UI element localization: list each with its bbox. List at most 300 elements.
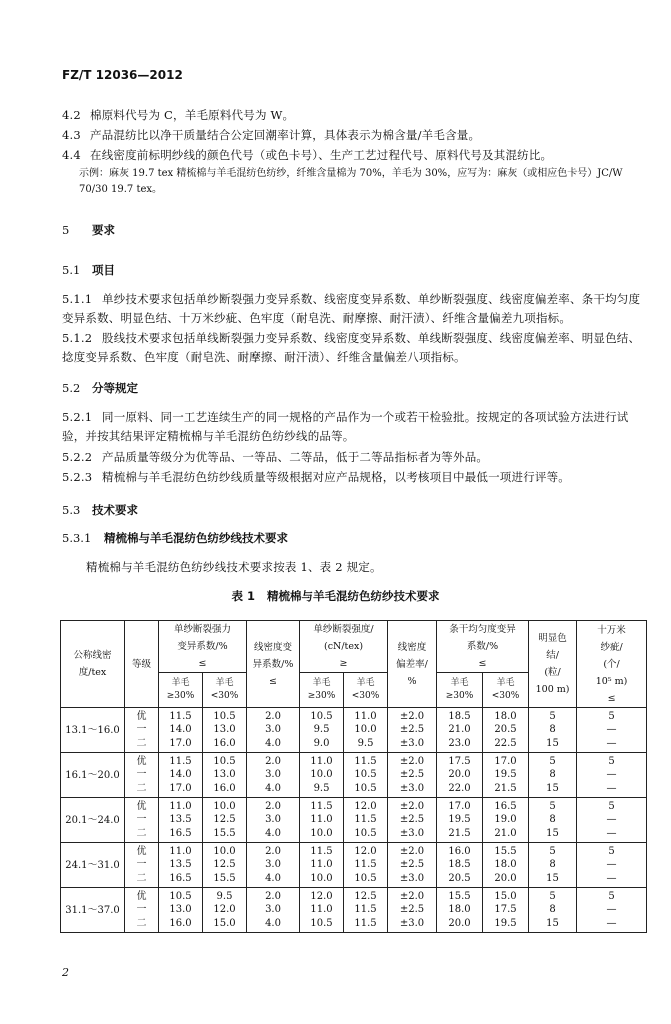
header-line: 单纱断裂强力 <box>174 624 232 635</box>
section-5-1-heading <box>62 262 115 278</box>
cell-value: 二 <box>136 827 147 839</box>
clause-number: 4.2 <box>62 108 81 122</box>
cell-value: — <box>606 782 617 794</box>
header-line: 变异系数/% <box>177 641 228 652</box>
cell-evenness-lt30 <box>483 798 529 843</box>
cell-value: 3.0 <box>265 814 281 826</box>
header-line: 100 m) <box>535 684 570 695</box>
cell-value: 9.0 <box>313 737 330 749</box>
header-strength-cv <box>159 621 247 673</box>
cell-strength-lt30 <box>203 888 247 933</box>
cell-value: 18.5 <box>448 710 471 722</box>
cell-value: 15.5 <box>213 872 236 884</box>
cell-value: — <box>606 814 617 826</box>
table-row <box>61 708 647 753</box>
cell-strength-ge30 <box>159 888 203 933</box>
header-line: (粒/ <box>544 667 561 678</box>
cell-value: 12.0 <box>354 845 377 857</box>
clause-number: 4.3 <box>62 128 81 142</box>
cell-value: 17.5 <box>494 904 517 916</box>
header-line: 十万米 <box>597 624 626 636</box>
cell-value: 15.5 <box>213 827 236 839</box>
clause-5-2-2 <box>62 448 644 467</box>
header-grade: 等级 <box>125 621 159 708</box>
cell-value: 16.0 <box>169 917 192 929</box>
cell-value: 17.0 <box>169 737 192 749</box>
cell-evenness-ge30 <box>437 843 483 888</box>
cell-value: 5 <box>549 755 556 767</box>
section-number: 5.3 <box>62 503 81 517</box>
header-density-cv <box>247 621 300 708</box>
cell-tenacity-ge30 <box>300 753 344 798</box>
cell-value: 21.5 <box>448 827 471 839</box>
linear-density-range: 31.1～37.0 <box>61 888 125 933</box>
section-5-2-heading <box>62 380 138 396</box>
cell-value: ±2.5 <box>399 814 425 826</box>
cell-value: 11.5 <box>310 800 333 812</box>
cell-value: 10.5 <box>354 827 377 839</box>
table-row <box>61 843 647 888</box>
header-line: ≤ <box>198 658 207 669</box>
cell-value: ±3.0 <box>399 782 425 794</box>
clause-text: 产品质量等级分为优等品、一等品、二等品，低于二等品指标者为等外品。 <box>102 450 489 464</box>
cell-value: ±3.0 <box>399 827 425 839</box>
cell-value: 13.5 <box>169 814 192 826</box>
cell-value: 8 <box>549 769 556 781</box>
clause-number: 4.4 <box>62 148 81 162</box>
cell-value: 21.5 <box>494 782 517 794</box>
header-wool-lt30 <box>203 673 247 708</box>
cell-value: ±2.5 <box>399 769 425 781</box>
cell-value: 5 <box>549 800 556 812</box>
header-line: 羊毛 <box>356 678 375 688</box>
cell-density-cv <box>247 843 300 888</box>
cell-value: ±2.0 <box>399 710 425 722</box>
header-faults <box>577 621 647 708</box>
cell-value: 2.0 <box>265 710 281 722</box>
cell-value: — <box>606 724 617 736</box>
cell-value: 一 <box>136 724 147 736</box>
cell-value: ±2.0 <box>399 800 425 812</box>
header-line: 异系数/% <box>252 658 294 670</box>
cell-value: 9.5 <box>357 737 374 749</box>
cell-grades <box>125 843 159 888</box>
cell-value: 9.5 <box>313 782 330 794</box>
cell-value: 16.5 <box>169 872 192 884</box>
linear-density-range: 16.1～20.0 <box>61 753 125 798</box>
cell-value: 10.5 <box>310 710 333 722</box>
cell-evenness-lt30 <box>483 888 529 933</box>
section-number: 5 <box>62 223 70 237</box>
header-line: 羊毛 <box>312 678 331 688</box>
cell-value: 20.5 <box>448 872 471 884</box>
cell-value: 10.5 <box>169 890 192 902</box>
header-line: 羊毛 <box>215 678 234 688</box>
table-row <box>61 753 647 798</box>
header-density-deviation <box>388 621 437 708</box>
cell-value: — <box>606 769 617 781</box>
section-title: 项目 <box>92 263 115 277</box>
cell-value: 12.5 <box>354 890 377 902</box>
clause-number: 5.1.1 <box>62 292 93 306</box>
cell-value: 5 <box>608 755 615 767</box>
cell-value: 5 <box>608 800 615 812</box>
cell-strength-ge30 <box>159 708 203 753</box>
cell-value: 5 <box>608 890 615 902</box>
cell-value: 4.0 <box>265 737 281 749</box>
cell-value: — <box>606 917 617 929</box>
cell-value: 11.5 <box>354 904 377 916</box>
cell-value: 二 <box>136 782 147 794</box>
cell-value: 9.5 <box>313 724 330 736</box>
header-wool-ge30 <box>159 673 203 708</box>
cell-value: 5 <box>549 890 556 902</box>
cell-value: 11.0 <box>310 904 333 916</box>
header-neps <box>529 621 577 708</box>
table-1-caption <box>0 588 671 604</box>
cell-value: 20.0 <box>448 769 471 781</box>
cell-value: 15.5 <box>448 890 471 902</box>
cell-strength-lt30 <box>203 708 247 753</box>
cell-density-dev <box>388 708 437 753</box>
cell-value: 11.0 <box>310 814 333 826</box>
cell-faults <box>577 888 647 933</box>
cell-value: 15 <box>546 872 559 884</box>
header-line: 羊毛 <box>450 678 469 688</box>
cell-faults <box>577 798 647 843</box>
table-caption-number: 表 1 <box>231 589 255 603</box>
section-number: 5.3.1 <box>62 531 92 545</box>
cell-evenness-lt30 <box>483 708 529 753</box>
cell-value: 15.0 <box>213 917 236 929</box>
cell-value: 10.5 <box>354 782 377 794</box>
cell-evenness-lt30 <box>483 753 529 798</box>
header-line: <30% <box>351 691 380 701</box>
clause-4-4 <box>62 146 644 165</box>
cell-value: 12.5 <box>213 859 236 871</box>
cell-strength-lt30 <box>203 843 247 888</box>
cell-tenacity-lt30 <box>344 888 388 933</box>
clause-5-2-1 <box>62 408 644 446</box>
header-evenness <box>437 621 529 673</box>
cell-value: 19.5 <box>494 917 517 929</box>
cell-grades <box>125 798 159 843</box>
cell-value: 19.0 <box>494 814 517 826</box>
cell-value: 5 <box>608 845 615 857</box>
cell-value: 18.0 <box>448 904 471 916</box>
cell-tenacity-ge30 <box>300 888 344 933</box>
header-tenacity <box>300 621 388 673</box>
clause-text: 精梳棉与羊毛混纺色纺纱线质量等级根据对应产品规格，以考核项目中最低一项进行评等。 <box>102 470 570 484</box>
linear-density-range: 20.1～24.0 <box>61 798 125 843</box>
cell-neps <box>529 888 577 933</box>
table-row <box>61 798 647 843</box>
cell-value: 16.0 <box>213 737 236 749</box>
cell-value: 18.0 <box>494 710 517 722</box>
cell-value: 8 <box>549 814 556 826</box>
header-line: 结/ <box>546 650 559 661</box>
cell-faults <box>577 843 647 888</box>
cell-tenacity-lt30 <box>344 798 388 843</box>
header-line: ≥30% <box>166 691 195 701</box>
cell-value: ±2.5 <box>399 859 425 871</box>
header-line: <30% <box>491 691 520 701</box>
cell-neps <box>529 708 577 753</box>
cell-tenacity-lt30 <box>344 708 388 753</box>
cell-value: 18.0 <box>494 859 517 871</box>
cell-value: 10.5 <box>213 755 236 767</box>
cell-value: 10.0 <box>213 800 236 812</box>
cell-value: 13.0 <box>169 904 192 916</box>
header-line: ≤ <box>269 675 277 687</box>
cell-evenness-ge30 <box>437 888 483 933</box>
header-wool-ge30 <box>437 673 483 708</box>
cell-faults <box>577 708 647 753</box>
cell-value: 17.0 <box>494 755 517 767</box>
cell-value: — <box>606 904 617 916</box>
cell-density-cv <box>247 798 300 843</box>
cell-density-cv <box>247 753 300 798</box>
cell-density-dev <box>388 798 437 843</box>
header-line: ≤ <box>478 658 487 669</box>
header-wool-lt30 <box>483 673 529 708</box>
clause-5-2-3 <box>62 468 644 487</box>
clause-5-3-1-text: 精梳棉与羊毛混纺色纺纱线技术要求按表 1、表 2 规定。 <box>86 560 382 574</box>
header-line: 偏差率/ <box>396 658 428 670</box>
cell-value: 12.5 <box>213 814 236 826</box>
header-line: 纱疵/ <box>600 641 623 653</box>
cell-value: 11.5 <box>354 859 377 871</box>
clause-text: 在线密度前标明纱线的颜色代号（或色卡号）、生产工艺过程代号、原料代号及其混纺比。 <box>90 148 553 162</box>
cell-value: ±3.0 <box>399 917 425 929</box>
clause-text: 股线技术要求包括单线断裂强力变异系数、线密度变异系数、单线断裂强度、线密度偏差率、明显色结、捻度变异系数、色牢度（耐皂洗、耐摩擦、耐汗渍）、纤维含量偏差八项指标。 <box>62 331 641 364</box>
cell-value: 19.5 <box>494 769 517 781</box>
cell-value: 11.5 <box>169 710 192 722</box>
cell-value: 8 <box>549 904 556 916</box>
cell-value: 优 <box>136 845 147 857</box>
header-line: 系数/% <box>466 641 499 652</box>
cell-value: ±3.0 <box>399 737 425 749</box>
linear-density-range: 24.1～31.0 <box>61 843 125 888</box>
cell-value: ±2.0 <box>399 890 425 902</box>
cell-value: 13.5 <box>169 859 192 871</box>
cell-value: 8 <box>549 724 556 736</box>
cell-value: 17.5 <box>448 755 471 767</box>
cell-value: 15 <box>546 737 559 749</box>
cell-grades <box>125 708 159 753</box>
header-line: ≤ <box>607 692 616 704</box>
clause-text: 同一原料、同一工艺连续生产的同一规格的产品作为一个或若干检验批。按规定的各项试验方法进行试验，并按其结果评定精梳棉与羊毛混纺色纺纱线的品等。 <box>62 410 629 443</box>
cell-value: 16.5 <box>494 800 517 812</box>
cell-grades <box>125 888 159 933</box>
cell-value: 20.5 <box>494 724 517 736</box>
clause-number: 5.2.3 <box>62 470 93 484</box>
cell-value: 22.5 <box>494 737 517 749</box>
cell-strength-ge30 <box>159 843 203 888</box>
cell-value: 11.5 <box>169 755 192 767</box>
section-title: 精梳棉与羊毛混纺色纺纱线技术要求 <box>104 531 288 545</box>
cell-value: 11.5 <box>354 917 377 929</box>
cell-value: 一 <box>136 859 147 871</box>
cell-value: 23.0 <box>448 737 471 749</box>
cell-value: 22.0 <box>448 782 471 794</box>
cell-value: ±2.5 <box>399 904 425 916</box>
cell-value: 二 <box>136 737 147 749</box>
cell-value: 16.5 <box>169 827 192 839</box>
cell-value: 10.5 <box>310 917 333 929</box>
cell-evenness-ge30 <box>437 798 483 843</box>
header-line: % <box>407 675 417 687</box>
cell-value: ±2.0 <box>399 755 425 767</box>
cell-value: 16.0 <box>213 782 236 794</box>
cell-value: 5 <box>549 845 556 857</box>
cell-value: — <box>606 737 617 749</box>
clause-number: 5.1.2 <box>62 331 93 345</box>
header-line: <30% <box>210 691 239 701</box>
cell-value: 11.0 <box>354 710 377 722</box>
linear-density-range: 13.1～16.0 <box>61 708 125 753</box>
header-line: ≥30% <box>307 691 336 701</box>
cell-value: 11.0 <box>310 755 333 767</box>
cell-value: 15 <box>546 827 559 839</box>
cell-value: 10.5 <box>213 710 236 722</box>
cell-value: 2.0 <box>265 890 281 902</box>
cell-value: 10.5 <box>354 872 377 884</box>
cell-value: 4.0 <box>265 827 281 839</box>
cell-value: 优 <box>136 890 147 902</box>
cell-value: 13.0 <box>213 769 236 781</box>
header-line: ≥30% <box>445 691 474 701</box>
section-5-3-1-heading <box>62 530 288 546</box>
clause-4-2 <box>62 106 644 125</box>
cell-value: 2.0 <box>265 755 281 767</box>
cell-value: 2.0 <box>265 845 281 857</box>
cell-value: 19.5 <box>448 814 471 826</box>
cell-value: — <box>606 859 617 871</box>
header-line: 线密度 <box>397 641 427 653</box>
cell-value: 14.0 <box>169 769 192 781</box>
header-line: 条干均匀度变异 <box>449 624 516 635</box>
page-number: 2 <box>62 966 69 979</box>
cell-neps <box>529 753 577 798</box>
cell-value: 二 <box>136 917 147 929</box>
cell-value: 8 <box>549 859 556 871</box>
cell-value: ±2.5 <box>399 724 425 736</box>
cell-value: 10.0 <box>310 872 333 884</box>
clause-number: 5.2.2 <box>62 450 93 464</box>
cell-density-dev <box>388 888 437 933</box>
cell-value: 3.0 <box>265 724 281 736</box>
cell-value: 17.0 <box>169 782 192 794</box>
header-line: 羊毛 <box>496 678 515 688</box>
cell-evenness-lt30 <box>483 843 529 888</box>
clause-text: 棉原料代号为 C，羊毛原料代号为 W。 <box>90 108 295 122</box>
cell-value: 2.0 <box>265 800 281 812</box>
cell-value: 15 <box>546 782 559 794</box>
cell-value: 9.5 <box>216 890 233 902</box>
cell-value: 10.0 <box>354 724 377 736</box>
header-wool-ge30 <box>300 673 344 708</box>
cell-value: 13.0 <box>213 724 236 736</box>
cell-value: 12.0 <box>354 800 377 812</box>
cell-value: 11.5 <box>354 755 377 767</box>
cell-density-cv <box>247 888 300 933</box>
example-note: 示例：麻灰 19.7 tex 精梳棉与羊毛混纺色纺纱，纤维含量棉为 70%，羊毛为 30%，应写为：麻灰（或相应色卡号）JC/W 70/30 19.7 tex。 <box>79 168 623 195</box>
cell-value: — <box>606 827 617 839</box>
section-title: 技术要求 <box>92 503 138 517</box>
cell-value: 15 <box>546 917 559 929</box>
cell-value: 11.5 <box>310 845 333 857</box>
standard-code: FZ/T 12036—2012 <box>62 68 183 82</box>
cell-density-dev <box>388 843 437 888</box>
clause-5-1-1 <box>62 290 644 328</box>
cell-strength-lt30 <box>203 753 247 798</box>
section-number: 5.2 <box>62 381 81 395</box>
header-line: 线密度变 <box>254 641 293 653</box>
cell-value: 一 <box>136 769 147 781</box>
cell-value: 11.0 <box>310 859 333 871</box>
cell-value: 11.0 <box>169 800 192 812</box>
cell-value: 10.5 <box>354 769 377 781</box>
clause-number: 5.2.1 <box>62 410 93 424</box>
table-body <box>61 708 647 933</box>
header-line: 羊毛 <box>171 678 190 688</box>
cell-value: 18.5 <box>448 859 471 871</box>
cell-value: ±2.0 <box>399 845 425 857</box>
cell-value: 4.0 <box>265 782 281 794</box>
cell-value: 优 <box>136 710 147 722</box>
cell-value: 21.0 <box>494 827 517 839</box>
table-caption-title: 精梳棉与羊毛混纺色纺纱技术要求 <box>267 589 440 603</box>
header-line: (cN/tex) <box>324 641 364 652</box>
cell-strength-ge30 <box>159 753 203 798</box>
clause-4-3 <box>62 126 644 145</box>
cell-tenacity-ge30 <box>300 708 344 753</box>
cell-density-cv <box>247 708 300 753</box>
cell-value: 优 <box>136 755 147 767</box>
cell-tenacity-lt30 <box>344 843 388 888</box>
cell-value: 4.0 <box>265 917 281 929</box>
clause-text: 产品混纺比以净干质量结合公定回潮率计算，具体表示为棉含量/羊毛含量。 <box>90 128 481 142</box>
clause-text: 单纱技术要求包括单纱断裂强力变异系数、线密度变异系数、单纱断裂强度、线密度偏差率、条干均匀度变异系数、明显色结、十万米纱疵、色牢度（耐皂洗、耐摩擦、耐汗渍）、纤维含量偏差九项指标。 <box>62 292 641 325</box>
section-title: 要求 <box>92 223 115 237</box>
cell-tenacity-ge30 <box>300 798 344 843</box>
clause-5-1-2 <box>62 329 644 367</box>
cell-value: 12.0 <box>310 890 333 902</box>
cell-value: 10.0 <box>213 845 236 857</box>
cell-value: 15.5 <box>494 845 517 857</box>
cell-value: 10.0 <box>310 769 333 781</box>
section-number: 5.1 <box>62 263 81 277</box>
cell-value: 一 <box>136 904 147 916</box>
header-linear-density: 公称线密度/tex <box>61 621 125 708</box>
cell-value: 11.0 <box>169 845 192 857</box>
cell-neps <box>529 798 577 843</box>
header-line: 单纱断裂强度/ <box>313 624 374 635</box>
cell-value: 17.0 <box>448 800 471 812</box>
cell-neps <box>529 843 577 888</box>
cell-value: 10.0 <box>310 827 333 839</box>
cell-value: 15.0 <box>494 890 517 902</box>
table-row <box>61 888 647 933</box>
cell-value: 3.0 <box>265 769 281 781</box>
cell-value: 20.0 <box>494 872 517 884</box>
header-line: 明显色 <box>538 633 567 644</box>
cell-value: 5 <box>549 710 556 722</box>
cell-value: 3.0 <box>265 859 281 871</box>
header-line: 10⁵ m) <box>595 675 628 687</box>
cell-value: — <box>606 872 617 884</box>
